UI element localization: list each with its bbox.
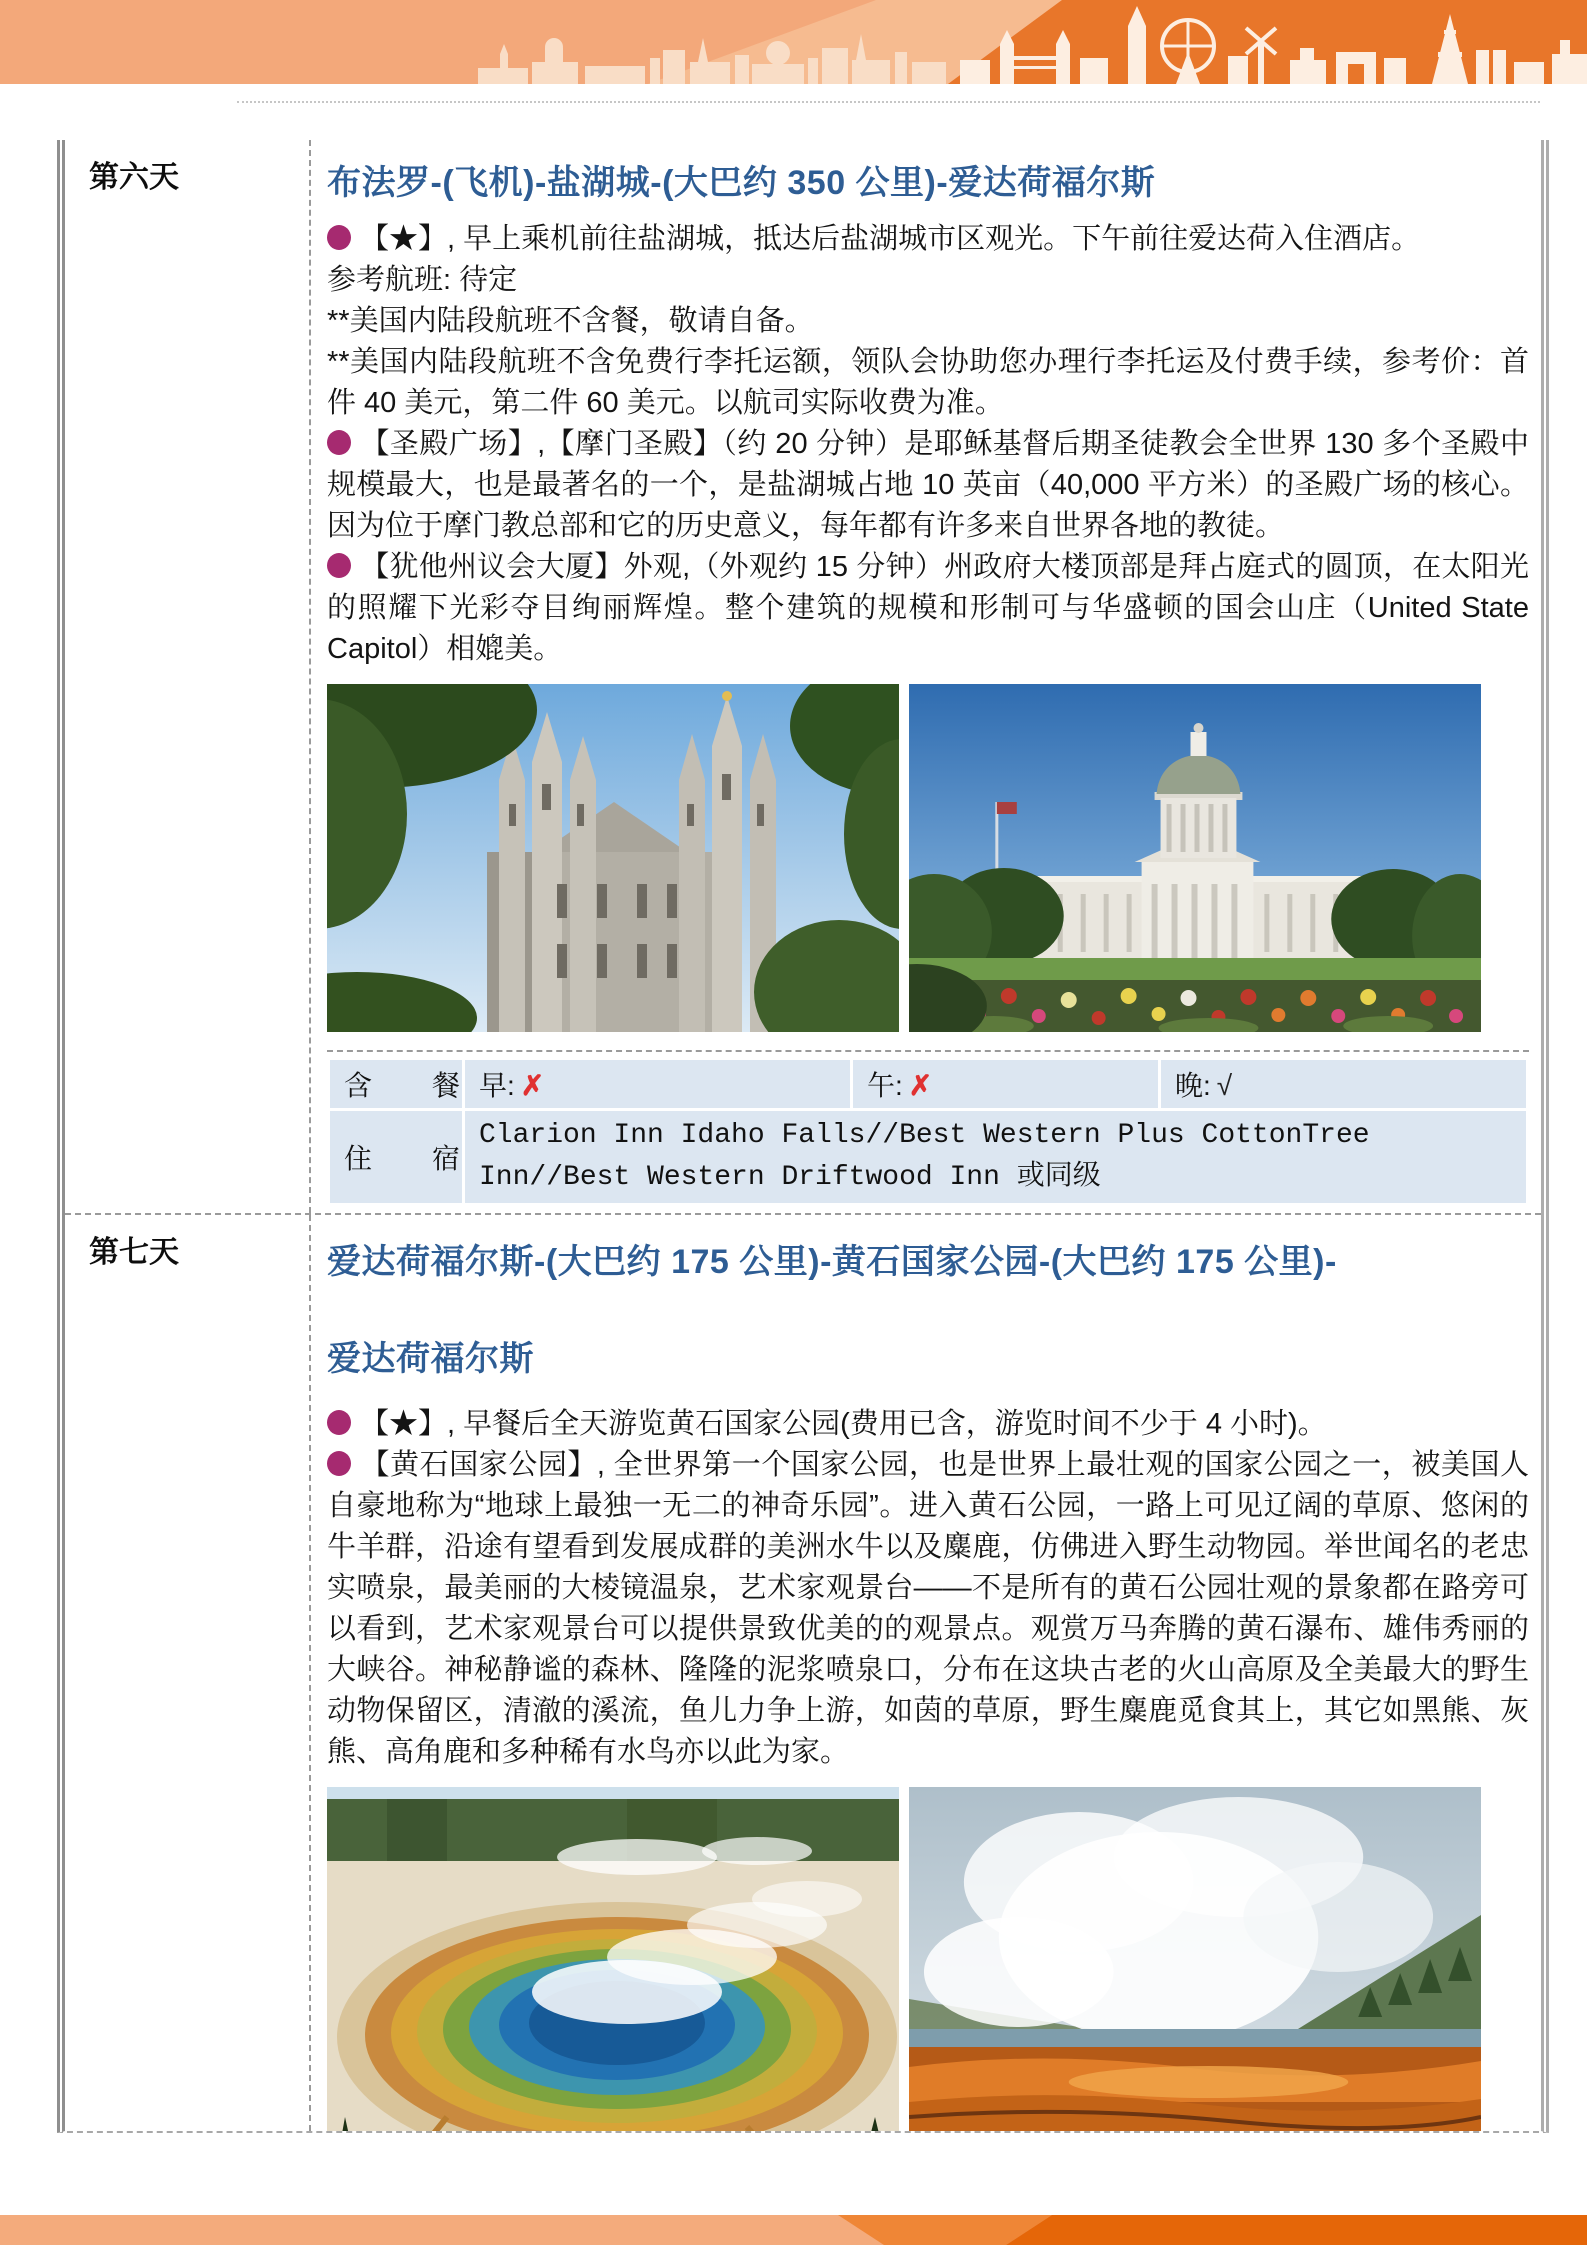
day-label: 第六天 [89,161,179,194]
itinerary-paragraph [327,342,1529,424]
itinerary-paragraph [327,1445,1529,1773]
itinerary-table [57,140,1549,2133]
lodging-row [330,1111,1526,1203]
footer-orange-band-graphic [0,2215,1587,2245]
paragraph-text: 【圣殿广场】,【摩门圣殿】（约 20 分钟）是耶稣基督后期圣徒教会全世界 130 多个圣殿中规模最大，也是最著名的一个，是盐湖城占地 10 英亩（40,000 平方米）的圣殿广场的核心。因为位于摩门教总部和它的历史意义，每年都有许多来自世界各地的教徒。 [327,427,1529,542]
day-title: 布法罗-(飞机)-盐湖城-(大巴约 350 公里)-爱达荷福尔斯 [327,164,1156,202]
dinner-cell [1161,1060,1526,1108]
hotel-names: Clarion Inn Idaho Falls//Best Western Plus CottonTree Inn//Best Western Driftwood Inn 或同级 [465,1111,1526,1203]
meals-row [330,1060,1526,1108]
bullet-icon [327,430,351,455]
paragraph-text: 【★】, 早餐后全天游览黄石国家公园(费用已含，游览时间不少于 4 小时)。 [360,1408,1327,1440]
itinerary-paragraph [327,219,1529,260]
yellowstone-hot-spring-photo [909,1787,1481,2131]
dinner-label: 晚: [1175,1069,1211,1101]
paragraph-text: **美国内陆段航班不含餐，敬请自备。 [327,304,814,337]
meal-lodging-table [327,1057,1529,1206]
itinerary-paragraph [327,424,1529,547]
header-divider [237,101,1540,103]
meal-included-mark: √ [1216,1069,1233,1101]
day-title: 爱达荷福尔斯-(大巴约 175 公里)-黄石国家公园-(大巴约 175 公里)- [327,1243,1337,1281]
paragraph-text: 【黄石国家公园】, 全世界第一个国家公园，也是世界上最壮观的国家公园之一，被美国人自豪地称为“地球上最独一无二的神奇乐园”。进入黄石公园，一路上可见辽阔的草原、悠闲的牛羊群，沿途有望看到发展成群的美洲水牛以及麋鹿，仿佛进入野生动物园。举世闻名的老忠实喷泉，最美丽的大棱镜温泉，艺术家观景台——不是所有的黄石公园壮观的景象都在路旁可以看到，艺术家观景台可以提供景致优美的的观景点。观赏万马奔腾的黄石瀑布、雄伟秀丽的大峡谷。神秘静谧的森林、隆隆的泥浆喷泉口，分布在这块古老的火山高原及全美最大的野生动物保留区，清澈的溪流，鱼儿力争上游，如茵的草原，野生麋鹿觅食其上，其它如黑熊、灰熊、高角鹿和多种稀有水鸟亦以此为家。 [327,1449,1529,1768]
paragraph-text: 【★】, 早上乘机前往盐湖城，抵达后盐湖城市区观光。下午前往爱达荷入住酒店。 [360,222,1421,255]
bullet-icon [327,553,351,578]
itinerary-paragraph [327,260,1529,301]
photo-row [327,684,1529,1032]
grand-prismatic-spring-photo [327,1787,899,2131]
page-header-banner [0,0,1587,84]
day-row-6 [65,140,1541,1215]
itinerary-paragraph [327,547,1529,670]
bullet-icon [327,1410,351,1435]
day-content [311,1215,1541,2131]
city-skyline-graphic [0,0,1587,84]
day-content [311,140,1541,1213]
bullet-icon [327,1451,351,1476]
page-footer-banner [0,2215,1587,2245]
salt-lake-temple-photo [327,684,899,1032]
day-row-7 [65,1215,1541,2131]
breakfast-label: 早: [479,1069,515,1101]
paragraph-text: 【犹他州议会大厦】外观,（外观约 15 分钟）州政府大楼顶部是拜占庭式的圆顶，在太阳光的照耀下光彩夺目绚丽辉煌。整个建筑的规模和形制可与华盛顿的国会山庄（United State Capitol）相媲美。 [327,550,1529,665]
photo-row [327,1787,1529,2131]
meals-row-label: 含 餐 [330,1060,462,1108]
lunch-cell [853,1060,1158,1108]
no-meal-mark: ✗ [908,1069,933,1101]
breakfast-cell [465,1060,850,1108]
day-label-cell [65,140,311,1213]
paragraph-text: 参考航班: 待定 [327,263,518,296]
lodging-row-label: 住 宿 [330,1111,462,1203]
utah-state-capitol-photo [909,684,1481,1032]
itinerary-paragraph [327,301,1529,342]
day-title-line2: 爱达荷福尔斯 [327,1339,534,1378]
no-meal-mark: ✗ [520,1069,545,1101]
day-label: 第七天 [89,1236,179,1269]
paragraph-text: **美国内陆段航班不含免费行李托运额，领队会协助您办理行李托运及付费手续，参考价：首件 40 美元，第二件 60 美元。以航司实际收费为准。 [327,345,1529,419]
itinerary-paragraph [327,1404,1529,1445]
lunch-label: 午: [867,1069,903,1101]
meal-lodging-section [327,1050,1529,1206]
bullet-icon [327,225,351,250]
day-label-cell [65,1215,311,2131]
